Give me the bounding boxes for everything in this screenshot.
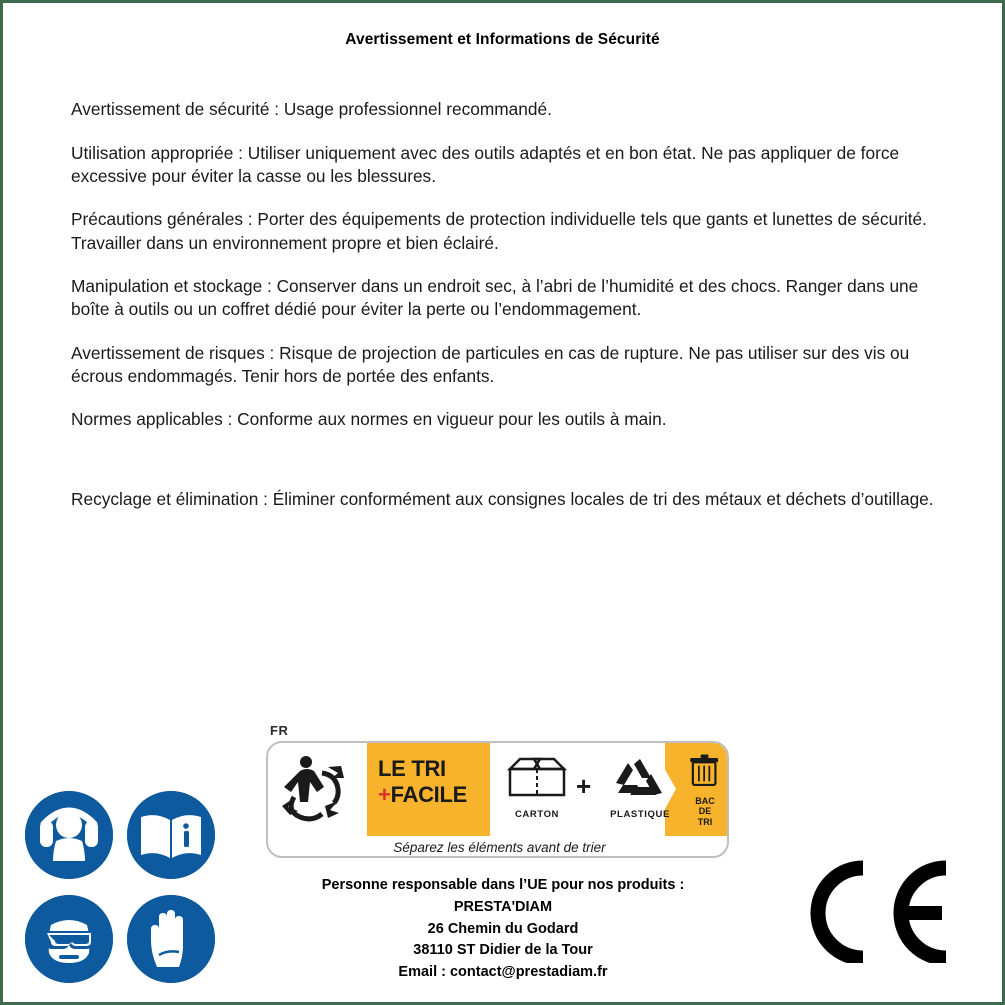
responsible-person-company: PRESTA'DIAM	[453, 898, 553, 915]
triman-footer-text: Séparez les éléments avant de trier	[393, 839, 606, 855]
triman-headline-line1: LE TRI	[378, 756, 446, 781]
triman-headline-line2: FACILE	[390, 781, 467, 807]
trash-bin-icon	[685, 751, 725, 791]
paragraph-recycling-disposal: Recyclage et élimination : Éliminer conformément aux consignes locales de tri des métaux et déchets d’outillage.	[71, 488, 934, 509]
safety-text-body	[71, 81, 944, 511]
paragraph-handling-storage: Manipulation et stockage : Conserver dans un endroit sec, à l’abri de l’humidité et des chocs. Ranger dans une boîte à outils ou un coffret dédié pour éviter la perte ou l’endommagement.	[71, 276, 919, 320]
recycle-loop-icon	[598, 751, 682, 803]
ear-protection-icon	[25, 791, 113, 879]
page-title: Avertissement et Informations de Sécurité	[345, 31, 660, 48]
triman-figure-icon	[276, 749, 362, 829]
mandatory-pictogram-grid	[21, 791, 221, 991]
bin-item	[682, 751, 728, 827]
paragraph-safety-warning: Avertissement de sécurité : Usage professionnel recommandé.	[71, 99, 552, 120]
paragraph-risk-warning: Avertissement de risques : Risque de projection de particules en cas de rupture. Ne pas utiliser sur des vis ou écrous endommagés. Tenir hors de portée des enfants.	[71, 342, 910, 387]
bin-line2: DE	[698, 806, 712, 817]
paragraph-applicable-standards: Normes applicables : Conforme aux normes en vigueur pour les outils à main.	[71, 409, 667, 430]
responsible-person-address-2: 38110 ST Didier de la Tour	[413, 942, 593, 959]
bin-line1: BAC	[695, 796, 715, 806]
bin-line3: TRI	[697, 816, 713, 827]
responsible-person-email: Email : contact@prestadiam.fr	[398, 964, 608, 980]
triman-headline-plus: +	[378, 781, 391, 807]
ce-marking-icon	[803, 858, 953, 963]
plastique-caption: PLASTIQUE	[610, 809, 670, 820]
read-manual-icon	[127, 791, 215, 879]
hand-protection-icon	[127, 895, 215, 983]
paragraph-proper-use: Utilisation appropriée : Utiliser uniquement avec des outils adaptés et en bon état. Ne pas appliquer de force excessive pour éviter la casse ou les blessures.	[71, 142, 900, 186]
responsible-person-block	[203, 875, 803, 984]
triman-recycling-label	[266, 723, 729, 858]
paragraph-general-precautions: Précautions générales : Porter des équipements de protection individuelle tels que gants et lunettes de sécurité. Travailler dans un environnement propre et bien éclairé.	[71, 209, 927, 253]
triman-headline	[378, 756, 488, 808]
triman-country-code: FR	[270, 723, 289, 738]
triman-label-box	[266, 741, 729, 858]
responsible-person-intro: Personne responsable dans l’UE pour nos produits :	[321, 877, 685, 893]
carton-caption: CARTON	[514, 809, 560, 820]
triman-plus-separator: +	[576, 771, 592, 801]
responsible-person-address-1: 26 Chemin du Godard	[427, 920, 579, 937]
eye-protection-icon	[25, 895, 113, 983]
plastique-item	[598, 751, 682, 820]
carton-item	[500, 751, 574, 820]
carton-box-icon	[500, 751, 574, 803]
